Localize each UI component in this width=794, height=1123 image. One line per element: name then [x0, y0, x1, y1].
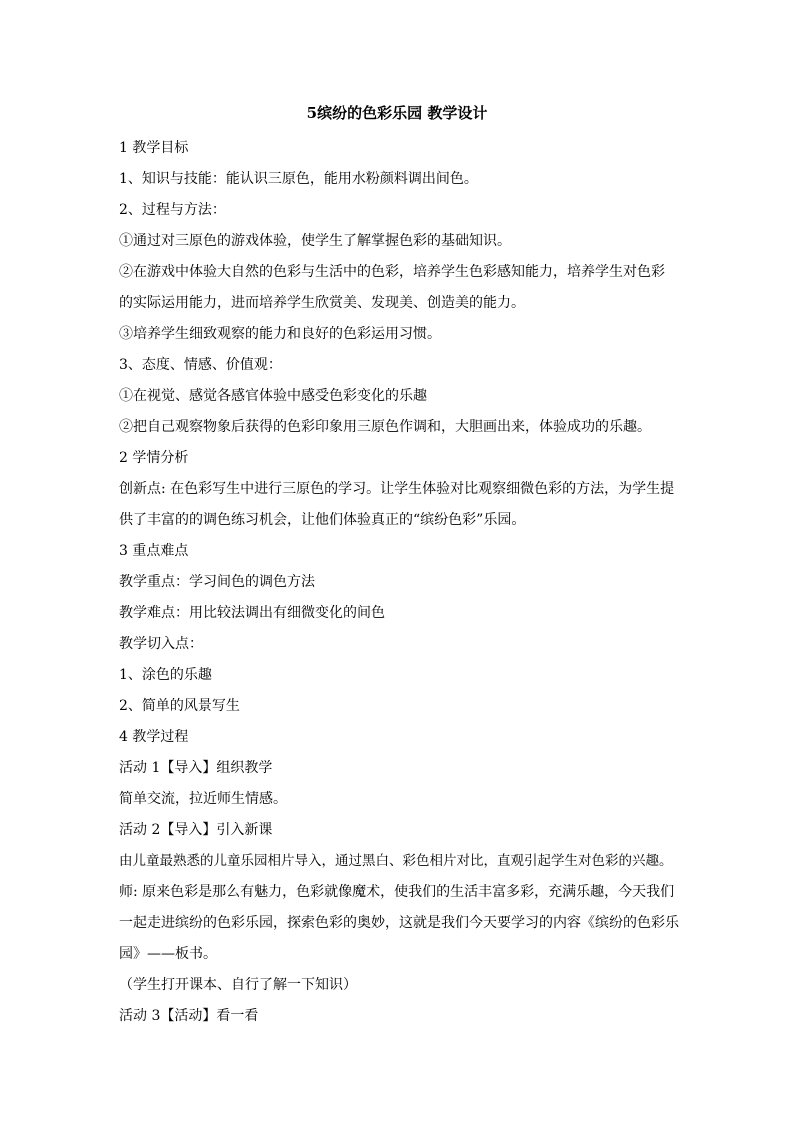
paragraph-line: 1、涂色的乐趣 — [119, 667, 212, 683]
paragraph-line: ①通过对三原色的游戏体验，使学生了解掌握色彩的基础知识。 — [119, 233, 511, 249]
activity-heading: 活动 3【活动】看一看 — [119, 1008, 259, 1024]
paragraph-line: 教学切入点： — [119, 636, 203, 652]
paragraph-line: 2、过程与方法： — [119, 202, 226, 218]
section-heading-objectives: 1 教学目标 — [119, 140, 189, 156]
activity-heading: 活动 1【导入】组织教学 — [119, 760, 273, 776]
paragraph-line: （学生打开课本、自行了解一下知识） — [119, 977, 357, 993]
section-heading-analysis: 2 学情分析 — [119, 450, 189, 466]
paragraph-line: 创新点: 在色彩写生中进行三原色的学习。让学生体验对比观察细微色彩的方法，为学生提 — [119, 481, 675, 497]
paragraph-line: 由儿童最熟悉的儿童乐园相片导入，通过黑白、彩色相片对比，直观引起学生对色彩的兴趣。 — [119, 853, 673, 869]
paragraph-line: 的实际运用能力，进而培养学生欣赏美、发现美、创造美的能力。 — [119, 295, 525, 311]
paragraph-line: 园》——板书。 — [119, 946, 217, 962]
paragraph-line: ②把自己观察物象后获得的色彩印象用三原色作调和，大胆画出来，体验成功的乐趣。 — [119, 419, 651, 435]
paragraph-line: 简单交流，拉近师生情感。 — [119, 791, 287, 807]
paragraph-line: ③培养学生细致观察的能力和良好的色彩运用习惯。 — [119, 326, 441, 342]
section-heading-key-points: 3 重点难点 — [119, 543, 189, 559]
section-heading-process: 4 教学过程 — [119, 729, 189, 745]
paragraph-line: 1、知识与技能：能认识三原色，能用水粉颜料调出间色。 — [119, 171, 478, 187]
paragraph-line: 供了丰富的的调色练习机会，让他们体验真正的“缤纷色彩”乐园。 — [119, 512, 526, 528]
paragraph-line: 一起走进缤纷的色彩乐园，探索色彩的奥妙，这就是我们今天要学习的内容《缤纷的色彩乐 — [119, 915, 679, 931]
paragraph-line: 师: 原来色彩是那么有魅力，色彩就像魔术，使我们的生活丰富多彩，充满乐趣，今天我们 — [119, 884, 675, 900]
paragraph-line: 3、态度、情感、价值观： — [119, 357, 282, 373]
paragraph-line: 2、简单的风景写生 — [119, 698, 240, 714]
activity-heading: 活动 2【导入】引入新课 — [119, 822, 273, 838]
document-title: 5缤纷的色彩乐园 教学设计 — [306, 104, 488, 122]
document-body — [119, 133, 681, 1032]
paragraph-line: 教学难点：用比较法调出有细微变化的间色 — [119, 605, 385, 621]
paragraph-line: ①在视觉、感觉各感官体验中感受色彩变化的乐趣 — [119, 388, 427, 404]
paragraph-line: 教学重点：学习间色的调色方法 — [119, 574, 315, 590]
paragraph-line: ②在游戏中体验大自然的色彩与生活中的色彩，培养学生色彩感知能力，培养学生对色彩 — [119, 264, 665, 280]
